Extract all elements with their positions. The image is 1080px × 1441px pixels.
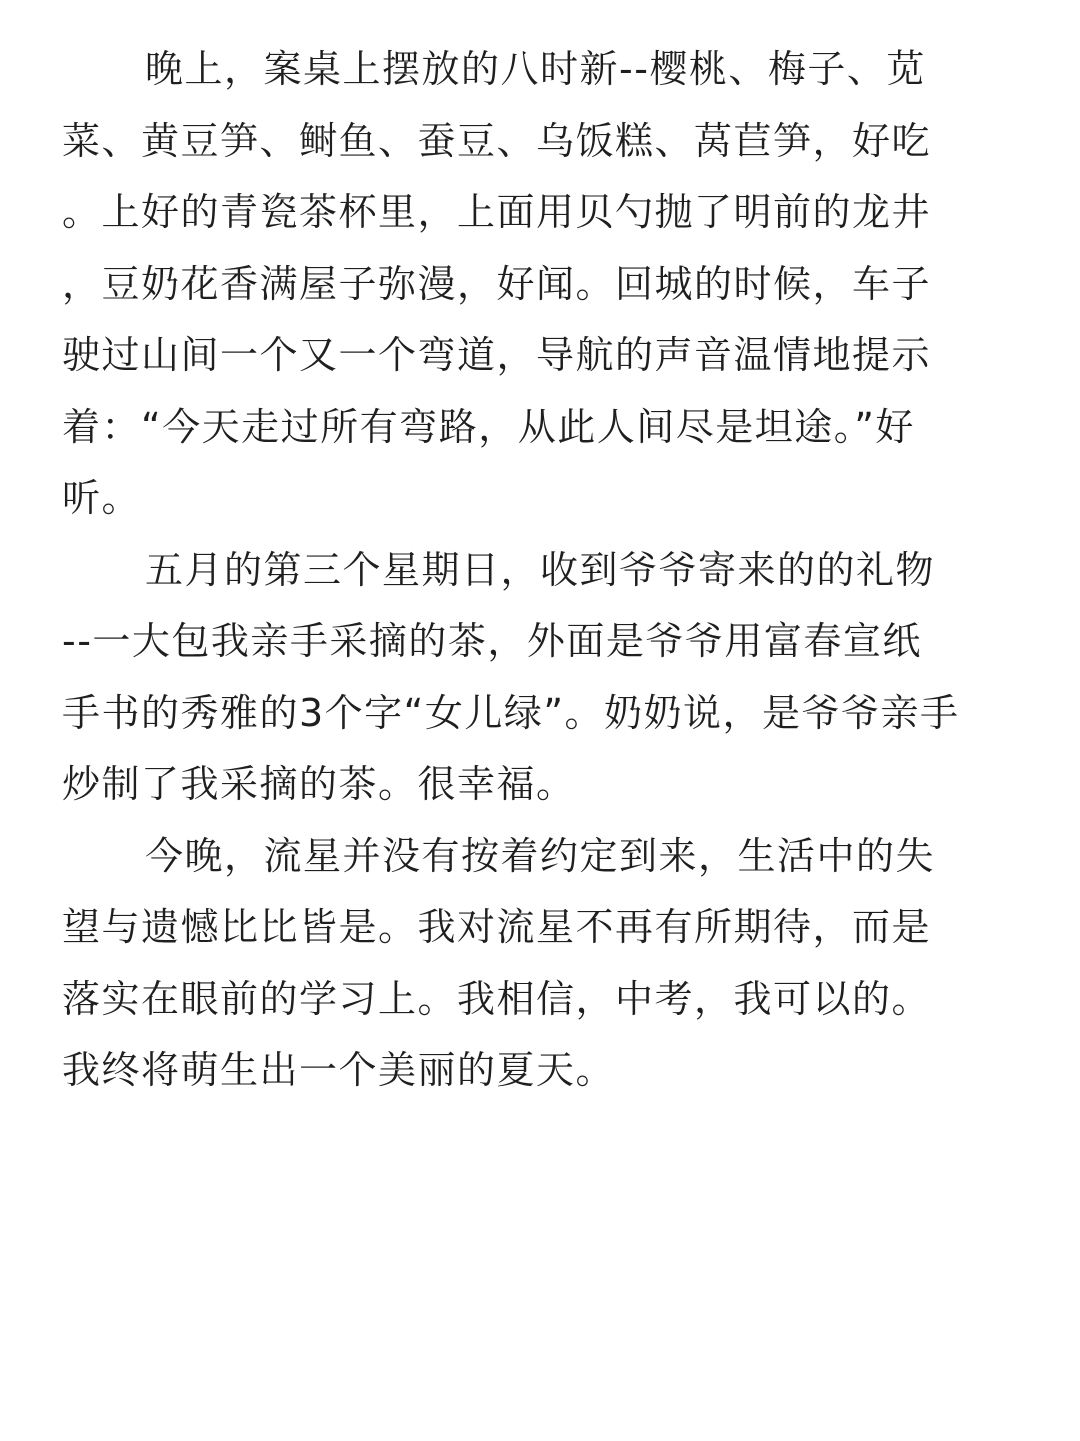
text-line: 。上好的青瓷茶杯里，上面用贝勺抛了明前的龙井	[62, 190, 932, 234]
text-line: 五月的第三个星期日，收到爷爷寄来的的礼物	[145, 547, 936, 592]
text-line: 晚上，案桌上摆放的八时新--樱桃、梅子、苋	[145, 47, 926, 91]
text-line: 今晚，流星并没有按着约定到来，生活中的失	[145, 833, 936, 878]
paragraph-3	[62, 821, 1014, 1107]
text-line: 我终将萌生出一个美丽的夏天。	[62, 1048, 616, 1092]
text-line: 着：“今天走过所有弯路，从此人间尽是坦途。”好	[62, 404, 915, 449]
text-line: --一大包我亲手采摘的茶，外面是爷爷用富春宣纸	[62, 619, 922, 663]
text-line: 落实在眼前的学习上。我相信，中考，我可以的。	[62, 976, 932, 1021]
text-line: 炒制了我采摘的茶。很幸福。	[62, 762, 576, 806]
text-line: 手书的秀雅的3个字“女儿绿”。奶奶说，是爷爷亲手	[62, 690, 960, 735]
paragraph-2	[62, 535, 1014, 821]
text-line: 驶过山间一个又一个弯道，导航的声音温情地提示	[62, 333, 932, 377]
text-line: 望与遗憾比比皆是。我对流星不再有所期待，而是	[62, 905, 932, 949]
text-line: 菜、黄豆笋、鲥鱼、蚕豆、乌饭糕、莴苣笋，好吃	[62, 118, 932, 163]
article-body	[62, 34, 1014, 1107]
paragraph-1	[62, 34, 1014, 535]
text-line: ，豆奶花香满屋子弥漫，好闻。回城的时候，车子	[62, 261, 932, 306]
text-line: 听。	[62, 476, 142, 520]
